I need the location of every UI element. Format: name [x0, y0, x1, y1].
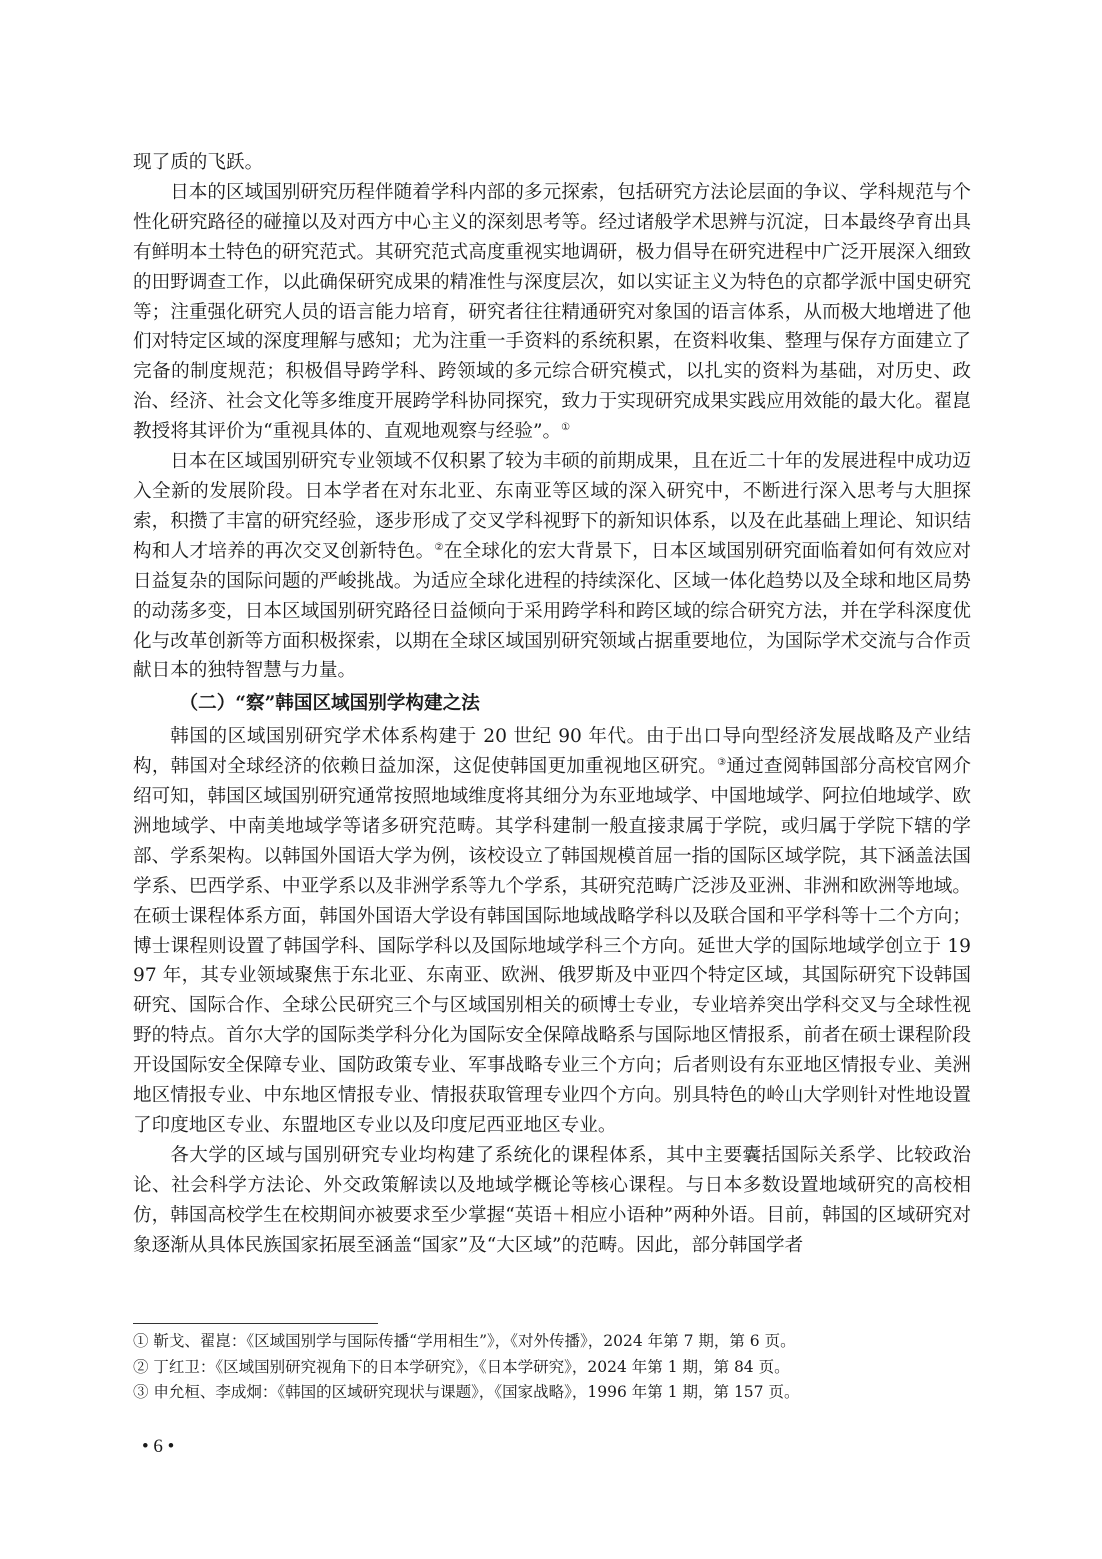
- footnote: ① 靳戈、翟崑：《区域国别学与国际传播“学用相生”》，《对外传播》，2024 年第 7 期，第 6 页。: [133, 1332, 796, 1350]
- page-number: • 6 •: [142, 1436, 175, 1457]
- main-text: [133, 148, 971, 1261]
- text-run: 日本在区域国别研究专业领域不仅积累了较为丰硕的前期成果，且在近二十年的发展进程中成功迈入全新的发展阶段。日本学者在对东北亚、东南亚等区域的深入研究中，不断进行深入思考与大胆探索，积攒了丰富的研究经验，逐步形成了交叉学科视野下的新知识体系，以及在此基础上理论、知识结构和人才培养的再次交叉创新特色。: [133, 451, 971, 562]
- text-run: 在全球化的宏大背景下，日本区域国别研究面临着如何有效应对日益复杂的国际问题的严峻挑战。为适应全球化进程的持续深化、区域一体化趋势以及全球和地区局势的动荡多变，日本区域国别研究路径日益倾向于采用跨学科和跨区域的综合研究方法，并在学科深度优化与改革创新等方面积极探索，以期在全球区域国别研究领域占据重要地位，为国际学术交流与合作贡献日本的独特智慧与力量。: [133, 540, 971, 682]
- section-heading: [133, 686, 971, 722]
- footnote-divider: [133, 1323, 378, 1324]
- text-run: 日本的区域国别研究历程伴随着学科内部的多元探索，包括研究方法论层面的争议、学科规范与个性化研究路径的碰撞以及对西方中心主义的深刻思考等。经过诸般学术思辨与沉淀，日本最终孕育出具有鲜明本土特色的研究范式。其研究范式高度重视实地调研，极力倡导在研究进程中广泛开展深入细致的田野调查工作，以此确保研究成果的精准性与深度层次，如以实证主义为特色的京都学派中国史研究等；注重强化研究人员的语言能力培育，研究者往往精通研究对象国的语言体系，从而极大地增进了他们对特定区域的深度理解与感知；尤为注重一手资料的系统积累，在资料收集、整理与保存方面建立了完备的制度规范；积极倡导跨学科、跨领域的多元综合研究模式，以扎实的资料为基础，对历史、政治、经济、社会文化等多维度开展跨学科协同探究，致力于实现研究成果实践应用效能的最大化。翟崑教授将其评价为“重视具体的、直观地观察与经验”。: [133, 181, 971, 443]
- text-run: 通过查阅韩国部分高校官网介绍可知，韩国区域国别研究通常按照地域维度将其细分为东亚地域学、中国地域学、阿拉伯地域学、欧洲地域学、中南美地域学等诸多研究范畴。其学科建制一般直接隶属于学院，或归属于学院下辖的学部、学系架构。以韩国外国语大学为例，该校设立了韩国规模首屈一指的国际区域学院，其下涵盖法国学系、巴西学系、中亚学系以及非洲学系等九个学系，其研究范畴广泛涉及亚洲、非洲和欧洲等地域。在硕士课程体系方面，韩国外国语大学设有韩国国际地域战略学科以及联合国和平学科等十二个方向；博士课程则设置了韩国学科、国际学科以及国际地域学科三个方向。延世大学的国际地域学创立于 1997 年，其专业领域聚焦于东北亚、东南亚、欧洲、俄罗斯及中亚四个特定区域，其国际研究下设韩国研究、国际合作、全球公民研究三个与区域国别相关的硕博士专业，专业培养突出学科交叉与全球性视野的特点。首尔大学的国际类学科分化为国际安全保障战略系与国际地区情报系，前者在硕士课程阶段开设国际安全保障专业、国防政策专业、军事战略专业三个方向；后者则设有东亚地区情报专业、美洲地区情报专业、中东地区情报专业、情报获取管理专业四个方向。别具特色的岭山大学则针对性地设置了印度地区专业、东盟地区专业以及印度尼西亚地区专业。: [133, 756, 971, 1136]
- footnotes: [133, 1329, 971, 1406]
- text-run: 各大学的区域与国别研究专业均构建了系统化的课程体系，其中主要囊括国际关系学、比较政治论、社会科学方法论、外交政策解读以及地域学概论等核心课程。与日本多数设置地域研究的高校相仿，韩国高校学生在校期间亦被要求至少掌握“英语＋相应小语种”两种外语。目前，韩国的区域研究对象逐渐从具体民族国家拓展至涵盖“国家”及“大区域”的范畴。因此，部分韩国学者: [133, 1144, 971, 1256]
- footnote: ② 丁红卫：《区域国别研究视角下的日本学研究》，《日本学研究》，2024 年第 1 期，第 84 页。: [133, 1357, 790, 1376]
- paragraph: [133, 148, 971, 178]
- text-run: 韩国的区域国别研究学术体系构建于 20 世纪 90 年代。由于出口导向型经济发展战略及产业结构，韩国对全球经济的依赖日益加深，这促使韩国更加重视地区研究。: [133, 726, 971, 778]
- footnote-marker[interactable]: ①: [561, 421, 571, 433]
- paragraph: [133, 1141, 971, 1261]
- paragraph: [133, 178, 971, 447]
- footnote-marker[interactable]: ③: [717, 756, 727, 768]
- footnote-marker[interactable]: ②: [434, 541, 444, 553]
- text-run: 现了质的飞跃。: [133, 152, 264, 173]
- footnote: ③ 申允桓、李成炯：《韩国的区域研究现状与课题》，《国家战略》，1996 年第 1 期，第 157 页。: [133, 1383, 800, 1401]
- paragraph: [133, 447, 971, 686]
- paragraph: [133, 722, 971, 1141]
- text-run: （二）“察”韩国区域国别学构建之法: [179, 693, 480, 715]
